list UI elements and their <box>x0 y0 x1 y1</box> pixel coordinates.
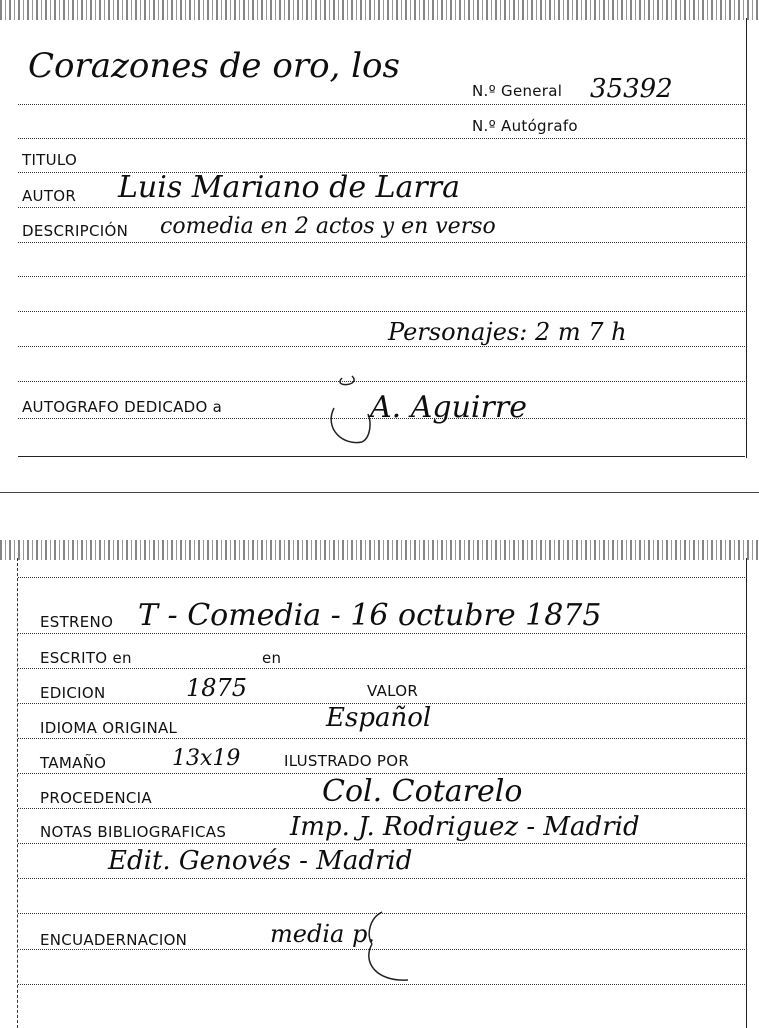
rule-line <box>18 808 745 809</box>
tamano-value: 13x19 <box>172 746 241 771</box>
rule-line <box>18 633 745 634</box>
hole-punch-mark <box>352 904 422 988</box>
autografo-value: A. Aguirre <box>370 390 527 425</box>
descripcion-label: DESCRIPCIÓN <box>22 222 129 240</box>
catalog-card-front <box>0 0 759 495</box>
title-handwritten: Corazones de oro, los <box>28 46 400 86</box>
notas-label: NOTAS BIBLIOGRAFICAS <box>40 823 227 841</box>
rule-line <box>18 242 745 243</box>
rule-line <box>18 138 745 139</box>
rule-line <box>18 104 745 105</box>
rule-line <box>18 843 745 844</box>
card-separator <box>0 492 759 493</box>
procedencia-label: PROCEDENCIA <box>40 789 152 807</box>
personajes-value: Personajes: 2 m 7 h <box>388 318 627 346</box>
rule-line <box>18 577 745 578</box>
numero-general-label: N.º General <box>472 82 563 100</box>
rule-line <box>18 346 745 347</box>
card-right-border <box>746 558 747 1028</box>
rule-line <box>18 984 745 985</box>
titulo-label: TITULO <box>22 151 78 169</box>
scan-noise-top <box>0 540 759 560</box>
idioma-label: IDIOMA ORIGINAL <box>40 719 178 737</box>
estreno-label: ESTRENO <box>40 613 114 631</box>
rule-line <box>18 738 745 739</box>
autor-label: AUTOR <box>22 187 77 205</box>
encuadernacion-value: media p. <box>270 920 375 948</box>
procedencia-value: Col. Cotarelo <box>322 774 523 809</box>
rule-line <box>18 878 745 879</box>
rule-line <box>18 418 745 419</box>
card-right-border <box>746 18 747 458</box>
valor-label: VALOR <box>367 682 419 700</box>
autografo-label: AUTOGRAFO DEDICADO a <box>22 398 223 416</box>
ilustrado-label: ILUSTRADO POR <box>284 752 410 770</box>
catalog-card-back <box>0 540 759 1028</box>
escrito-label: ESCRITO en <box>40 649 132 667</box>
autor-value: Luis Mariano de Larra <box>118 170 460 205</box>
scan-noise-top <box>0 0 759 20</box>
notas-value-line1: Imp. J. Rodriguez - Madrid <box>290 812 640 842</box>
estreno-value: T - Comedia - 16 octubre 1875 <box>138 598 602 633</box>
escrito-en-label: en <box>262 649 282 667</box>
encuadernacion-label: ENCUADERNACION <box>40 931 188 949</box>
rule-line <box>18 207 745 208</box>
numero-general-value: 35392 <box>590 74 673 104</box>
descripcion-value: comedia en 2 actos y en verso <box>160 214 496 239</box>
notas-value-line2: Edit. Genovés - Madrid <box>108 846 413 876</box>
tamano-label: TAMAÑO <box>40 754 107 772</box>
card-left-border <box>17 558 18 1028</box>
rule-line <box>18 456 745 457</box>
edicion-label: EDICION <box>40 684 106 702</box>
rule-line <box>18 668 745 669</box>
edicion-value: 1875 <box>186 674 248 702</box>
rule-line <box>18 276 745 277</box>
rule-line <box>18 311 745 312</box>
rule-line <box>18 949 745 950</box>
numero-autografo-label: N.º Autógrafo <box>472 117 578 135</box>
idioma-value: Español <box>326 703 432 733</box>
